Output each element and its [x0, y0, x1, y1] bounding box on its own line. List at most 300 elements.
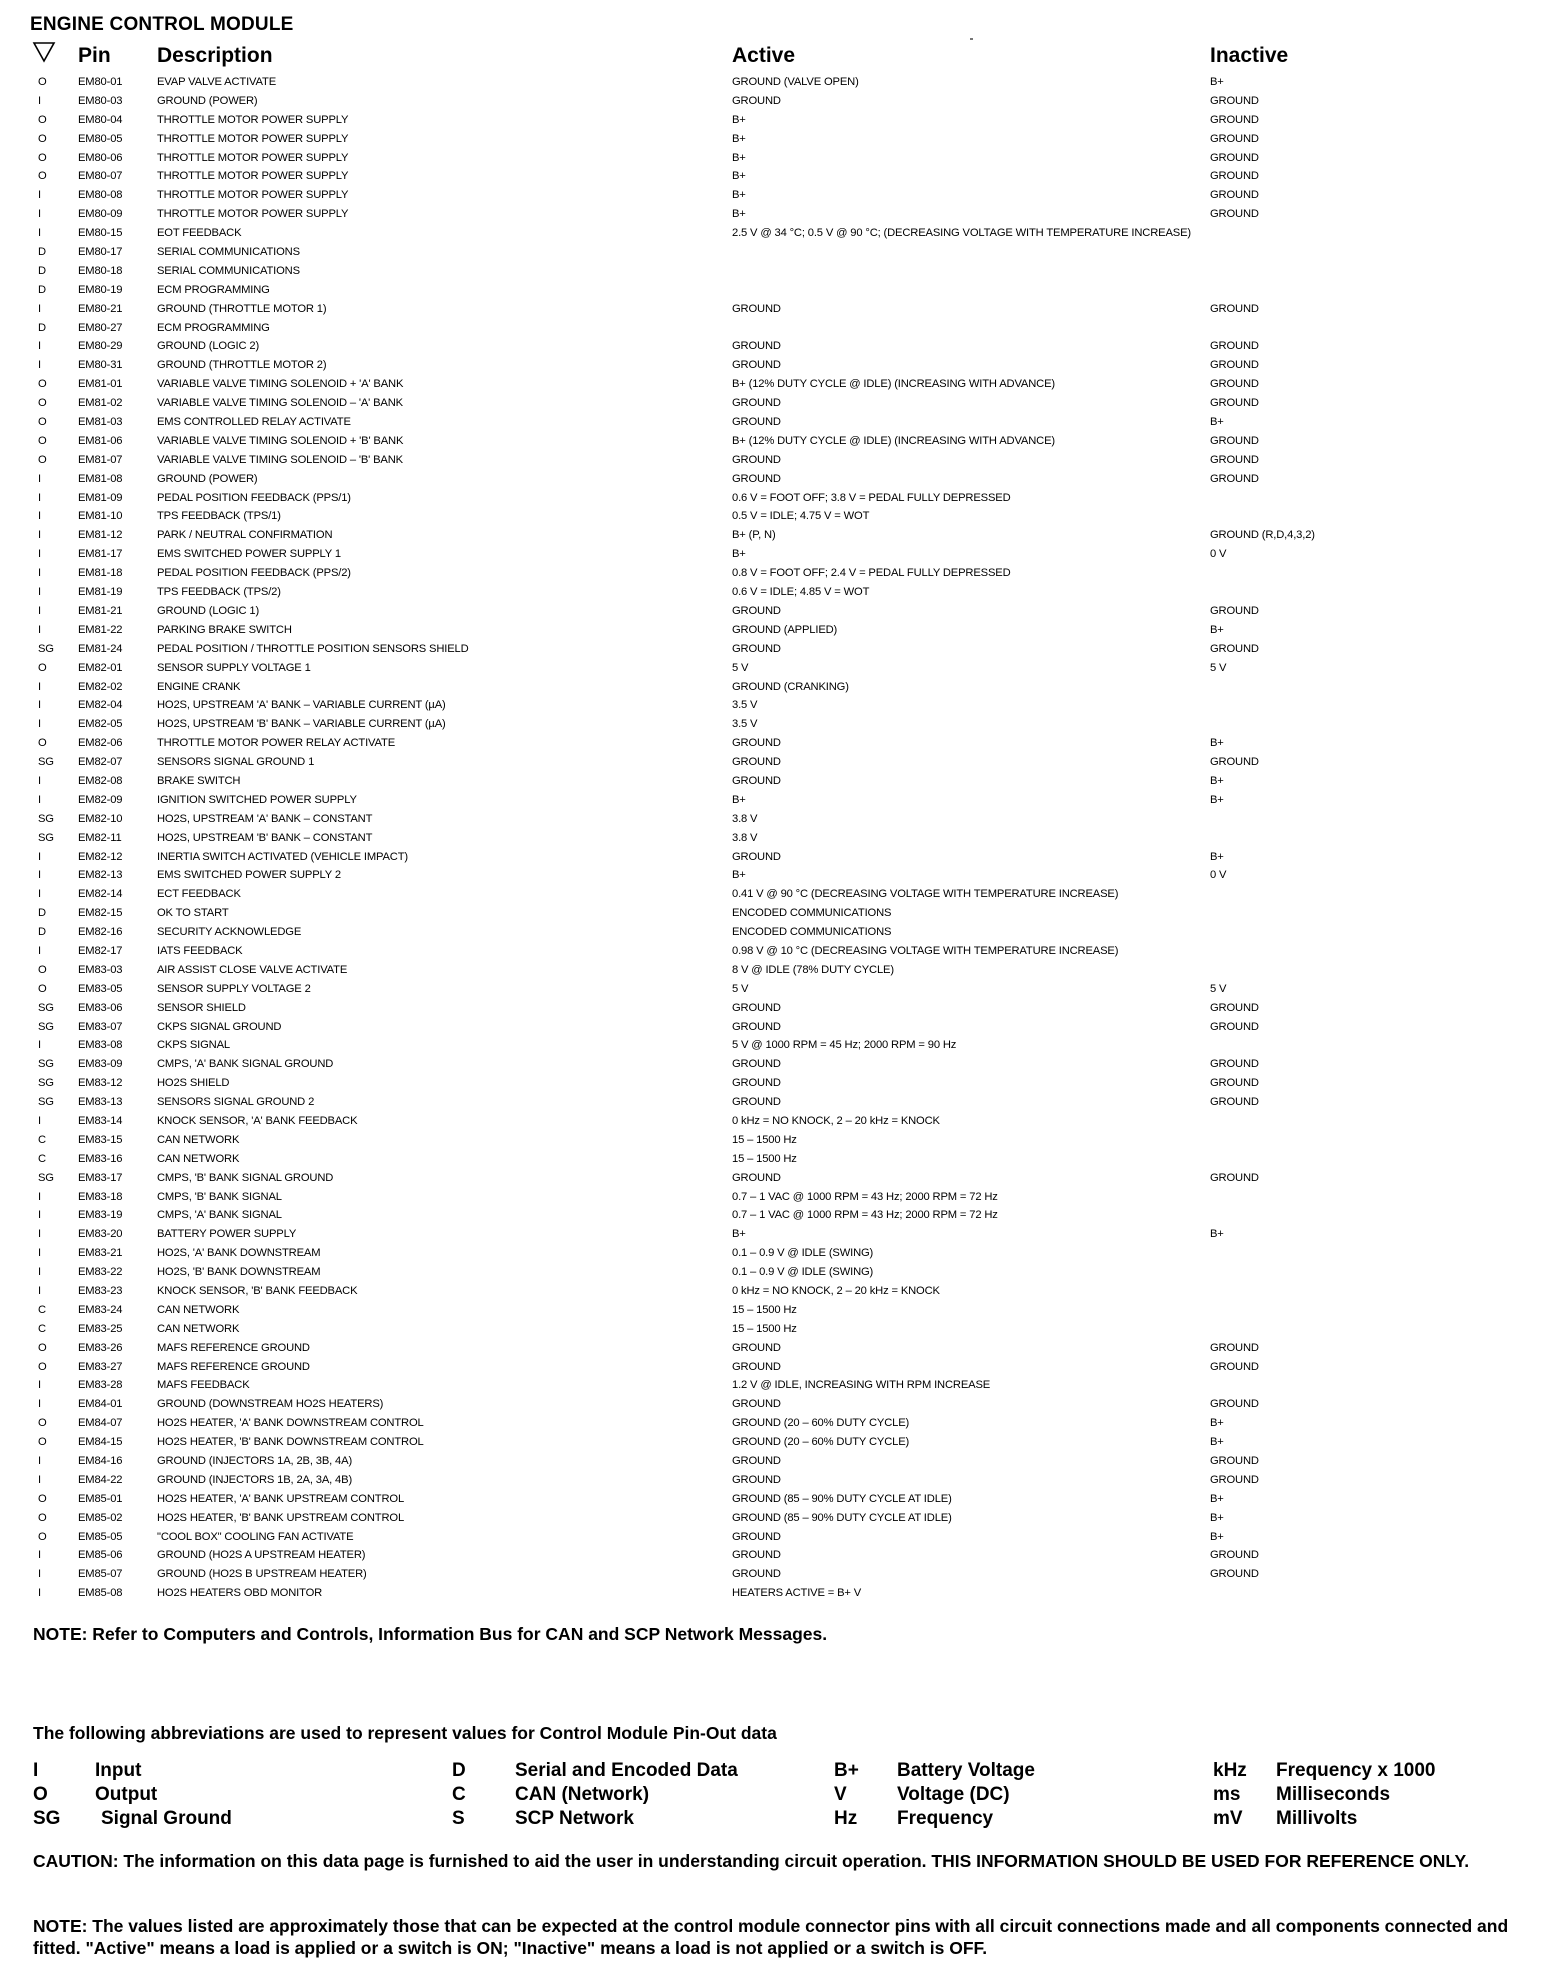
- inactive-value: GROUND: [1210, 397, 1259, 410]
- table-row: [0, 999, 1568, 1018]
- table-row: [0, 640, 1568, 659]
- pin-description: IATS FEEDBACK: [157, 944, 243, 957]
- pin-id: EM83-24: [78, 1303, 123, 1316]
- pin-id: EM81-22: [78, 623, 123, 636]
- table-row: [0, 942, 1568, 961]
- abbreviation-code: B+: [834, 1760, 859, 1781]
- pin-id: EM82-08: [78, 774, 123, 787]
- table-row: [0, 1244, 1568, 1263]
- column-header-inactive: Inactive: [1210, 44, 1289, 67]
- pin-id: EM83-28: [78, 1379, 123, 1392]
- table-row: [0, 1188, 1568, 1207]
- pin-id: EM83-13: [78, 1096, 123, 1109]
- inactive-value: GROUND: [1210, 208, 1259, 221]
- pin-description: CKPS SIGNAL: [157, 1039, 230, 1052]
- scan-speck: [970, 38, 973, 40]
- active-value: B+: [732, 189, 746, 202]
- active-value: GROUND: [732, 1360, 781, 1373]
- pin-description: THROTTLE MOTOR POWER SUPPLY: [157, 170, 349, 183]
- pin-direction: I: [38, 340, 41, 353]
- pin-description: MAFS FEEDBACK: [157, 1379, 250, 1392]
- active-value: 3.5 V: [732, 718, 758, 731]
- table-row: [0, 621, 1568, 640]
- pin-id: EM82-01: [78, 661, 123, 674]
- inactive-value: GROUND: [1210, 1549, 1259, 1562]
- inactive-value: GROUND: [1210, 113, 1259, 126]
- pin-direction: I: [38, 1568, 41, 1581]
- pin-direction: O: [38, 1341, 47, 1354]
- table-row: [0, 1018, 1568, 1037]
- active-value: GROUND (CRANKING): [732, 680, 849, 693]
- inactive-value: GROUND: [1210, 434, 1259, 447]
- pin-description: SENSOR SUPPLY VOLTAGE 2: [157, 982, 311, 995]
- pin-direction: O: [38, 1492, 47, 1505]
- inactive-value: 0 V: [1210, 869, 1227, 882]
- abbreviation-code: Hz: [834, 1808, 858, 1829]
- table-row: [0, 1074, 1568, 1093]
- pin-direction: I: [38, 548, 41, 561]
- pin-id: EM83-25: [78, 1322, 123, 1335]
- pin-direction: O: [38, 1530, 47, 1543]
- active-value: 2.5 V @ 34 °C; 0.5 V @ 90 °C; (DECREASING VOLTAGE WITH TEMPERATURE INCREASE): [732, 227, 1191, 240]
- pin-description: CMPS, 'A' BANK SIGNAL GROUND: [157, 1058, 334, 1071]
- pin-description: SENSORS SIGNAL GROUND 1: [157, 756, 315, 769]
- active-value: GROUND (APPLIED): [732, 623, 838, 636]
- active-value: 5 V: [732, 982, 749, 995]
- active-value: 0 kHz = NO KNOCK, 2 – 20 kHz = KNOCK: [732, 1285, 940, 1297]
- abbreviation-meaning: Millivolts: [1276, 1808, 1358, 1829]
- abbreviation-meaning: Input: [95, 1760, 142, 1781]
- pin-description: KNOCK SENSOR, 'A' BANK FEEDBACK: [157, 1114, 358, 1127]
- table-row: [0, 848, 1568, 867]
- pin-direction: D: [38, 246, 46, 259]
- pin-id: EM81-03: [78, 416, 123, 429]
- abbreviation-code: O: [33, 1784, 48, 1805]
- pin-id: EM81-07: [78, 453, 123, 466]
- pin-description: THROTTLE MOTOR POWER SUPPLY: [157, 132, 349, 145]
- table-row: [0, 451, 1568, 470]
- pin-id: EM82-05: [78, 718, 123, 731]
- active-value: 15 – 1500 Hz: [732, 1152, 797, 1165]
- pin-id: EM81-18: [78, 567, 123, 580]
- pin-id: EM82-09: [78, 793, 123, 806]
- pin-direction: I: [38, 1039, 41, 1052]
- active-value: 0.6 V = IDLE; 4.85 V = WOT: [732, 586, 870, 599]
- pin-direction: SG: [38, 756, 54, 769]
- inactive-value: B+: [1210, 1511, 1224, 1524]
- pin-id: EM81-01: [78, 378, 123, 391]
- pin-id: EM82-10: [78, 812, 123, 825]
- abbreviation-code: ms: [1213, 1784, 1241, 1805]
- table-row: [0, 1301, 1568, 1320]
- table-row: [0, 432, 1568, 451]
- pin-description: EOT FEEDBACK: [157, 227, 242, 240]
- pin-description: CMPS, 'B' BANK SIGNAL: [157, 1190, 282, 1203]
- table-row: [0, 1282, 1568, 1301]
- table-row: [0, 470, 1568, 489]
- pin-direction: I: [38, 699, 41, 712]
- pin-description: HO2S HEATER, 'B' BANK DOWNSTREAM CONTROL: [157, 1436, 424, 1449]
- pin-id: EM81-19: [78, 586, 123, 599]
- pin-id: EM80-05: [78, 132, 123, 145]
- pin-description: HO2S, 'A' BANK DOWNSTREAM: [157, 1247, 321, 1260]
- inactive-value: GROUND: [1210, 151, 1259, 164]
- pin-direction: I: [38, 208, 41, 221]
- pin-id: EM82-07: [78, 756, 123, 769]
- abbreviation-meaning: CAN (Network): [515, 1784, 650, 1805]
- pin-id: EM82-11: [78, 831, 122, 844]
- pin-description: SECURITY ACKNOWLEDGE: [157, 926, 302, 939]
- table-row: [0, 394, 1568, 413]
- table-row: [0, 507, 1568, 526]
- pin-direction: I: [38, 472, 41, 485]
- pin-id: EM84-01: [78, 1398, 123, 1411]
- caution-text: CAUTION: The information on this data page is furnished to aid the user in understanding circuit operation. THIS INFORMATION SHOULD BE USED FOR REFERENCE ONLY.: [33, 1851, 1470, 1871]
- table-row: [0, 1433, 1568, 1452]
- pin-id: EM83-08: [78, 1039, 123, 1052]
- abbreviation-meaning: Milliseconds: [1276, 1784, 1391, 1805]
- pin-description: EMS SWITCHED POWER SUPPLY 1: [157, 548, 341, 561]
- abbreviation-meaning: Signal Ground: [101, 1808, 232, 1829]
- active-value: 3.8 V: [732, 831, 758, 844]
- pin-description: AIR ASSIST CLOSE VALVE ACTIVATE: [157, 963, 348, 976]
- pin-direction: I: [38, 718, 41, 731]
- pin-direction: I: [38, 793, 41, 806]
- table-row: [0, 1169, 1568, 1188]
- table-row: [0, 1150, 1568, 1169]
- table-row: [0, 356, 1568, 375]
- pin-direction: O: [38, 737, 47, 750]
- inactive-value: GROUND: [1210, 189, 1259, 202]
- table-row: [0, 1565, 1568, 1584]
- pin-description: MAFS REFERENCE GROUND: [157, 1360, 310, 1373]
- inactive-value: B+: [1210, 850, 1224, 863]
- table-row: [0, 696, 1568, 715]
- pin-id: EM85-08: [78, 1587, 123, 1600]
- table-row: [0, 1584, 1568, 1603]
- pin-description: VARIABLE VALVE TIMING SOLENOID – 'B' BANK: [157, 453, 403, 466]
- pin-direction: I: [38, 1209, 41, 1222]
- abbreviation-meaning: Output: [95, 1784, 158, 1805]
- pin-id: EM80-08: [78, 189, 123, 202]
- pin-direction: I: [38, 604, 41, 617]
- abbreviation-code: D: [452, 1760, 466, 1781]
- pin-id: EM83-27: [78, 1360, 123, 1373]
- active-value: GROUND (85 – 90% DUTY CYCLE AT IDLE): [732, 1511, 952, 1524]
- active-value: B+: [732, 151, 746, 164]
- pin-direction: SG: [38, 1001, 54, 1014]
- pin-id: EM83-14: [78, 1114, 123, 1127]
- pin-id: EM83-19: [78, 1209, 123, 1222]
- pin-direction: D: [38, 283, 46, 296]
- active-value: 0.98 V @ 10 °C (DECREASING VOLTAGE WITH TEMPERATURE INCREASE): [732, 944, 1119, 957]
- inactive-value: GROUND: [1210, 1473, 1259, 1486]
- pin-id: EM80-04: [78, 113, 123, 126]
- active-value: ENCODED COMMUNICATIONS: [732, 907, 892, 920]
- active-value: GROUND: [732, 359, 781, 372]
- inactive-value: GROUND: [1210, 378, 1259, 391]
- pin-id: EM81-09: [78, 491, 123, 504]
- table-row: [0, 73, 1568, 92]
- pin-id: EM81-21: [78, 604, 123, 617]
- table-row: [0, 1225, 1568, 1244]
- pin-id: EM85-02: [78, 1511, 123, 1524]
- pin-direction: I: [38, 888, 41, 901]
- pin-id: EM81-24: [78, 642, 123, 655]
- table-row: [0, 866, 1568, 885]
- active-value: GROUND: [732, 1398, 781, 1411]
- pin-direction: I: [38, 1379, 41, 1392]
- pin-id: EM83-20: [78, 1228, 123, 1241]
- page-title: ENGINE CONTROL MODULE: [30, 14, 294, 35]
- inactive-value: GROUND: [1210, 1568, 1259, 1581]
- active-value: 15 – 1500 Hz: [732, 1303, 797, 1316]
- pin-direction: I: [38, 567, 41, 580]
- table-row: [0, 923, 1568, 942]
- active-value: 8 V @ IDLE (78% DUTY CYCLE): [732, 963, 894, 976]
- pin-description: HO2S, UPSTREAM 'B' BANK – CONSTANT: [157, 831, 373, 844]
- table-row: [0, 1395, 1568, 1414]
- active-value: 3.8 V: [732, 812, 758, 825]
- pin-description: ENGINE CRANK: [157, 680, 241, 693]
- pin-id: EM82-13: [78, 869, 123, 882]
- pin-direction: I: [38, 623, 41, 636]
- table-row: [0, 734, 1568, 753]
- pin-direction: SG: [38, 1077, 54, 1090]
- pin-description: EMS SWITCHED POWER SUPPLY 2: [157, 869, 341, 882]
- inactive-value: GROUND: [1210, 94, 1259, 107]
- pin-direction: O: [38, 661, 47, 674]
- pin-direction: I: [38, 1247, 41, 1260]
- abbreviation-code: S: [452, 1808, 465, 1829]
- pin-direction: I: [38, 1473, 41, 1486]
- inactive-value: GROUND: [1210, 1341, 1259, 1354]
- active-value: 0.6 V = FOOT OFF; 3.8 V = PEDAL FULLY DEPRESSED: [732, 491, 1011, 504]
- pin-description: HO2S HEATER, 'A' BANK DOWNSTREAM CONTROL: [157, 1417, 424, 1430]
- pin-description: CAN NETWORK: [157, 1152, 240, 1165]
- table-row: [0, 961, 1568, 980]
- pin-id: EM82-04: [78, 699, 123, 712]
- pin-direction: D: [38, 321, 46, 334]
- pin-description: HO2S HEATER, 'B' BANK UPSTREAM CONTROL: [157, 1511, 405, 1524]
- pin-description: HO2S, UPSTREAM 'A' BANK – CONSTANT: [157, 812, 373, 825]
- active-value: GROUND: [732, 1001, 781, 1014]
- network-note: [33, 1624, 827, 1645]
- pin-id: EM83-12: [78, 1077, 123, 1090]
- pin-id: EM83-22: [78, 1266, 123, 1279]
- pin-direction: SG: [38, 812, 54, 825]
- pin-id: EM80-18: [78, 264, 123, 277]
- table-row: [0, 1490, 1568, 1509]
- pin-id: EM83-18: [78, 1190, 123, 1203]
- pin-description: EMS CONTROLLED RELAY ACTIVATE: [157, 416, 351, 429]
- active-value: GROUND: [732, 302, 781, 315]
- pin-direction: I: [38, 510, 41, 523]
- inactive-value: GROUND: [1210, 1096, 1259, 1109]
- pin-id: EM80-06: [78, 151, 123, 164]
- abbreviations-intro: The following abbreviations are used to represent values for Control Module Pin-Out data: [33, 1723, 777, 1743]
- pin-direction: O: [38, 453, 47, 466]
- values-note: NOTE: The values listed are approximately those that can be expected at the control module connector pins with all circuit connections made and all components connected and fitted. "Active" means a load is applied or a switch is ON; "Inactive" means a load is not applied or a switch is OFF.: [33, 1916, 1509, 1958]
- active-value: 5 V: [732, 661, 749, 674]
- inactive-value: GROUND: [1210, 453, 1259, 466]
- pin-id: EM82-02: [78, 680, 123, 693]
- abbreviation-meaning: Battery Voltage: [897, 1760, 1035, 1781]
- inactive-value: GROUND: [1210, 302, 1259, 315]
- pin-description: GROUND (INJECTORS 1B, 2A, 3A, 4B): [157, 1473, 353, 1486]
- pin-description: GROUND (THROTTLE MOTOR 1): [157, 302, 327, 315]
- pin-description: HO2S, UPSTREAM 'A' BANK – VARIABLE CURRENT (µA): [157, 699, 446, 712]
- pin-direction: O: [38, 113, 47, 126]
- pin-id: EM84-07: [78, 1417, 123, 1430]
- network-note-reference: Computers and Controls, Information Bus: [163, 1624, 513, 1644]
- inactive-value: GROUND (R,D,4,3,2): [1210, 529, 1315, 542]
- active-value: GROUND: [732, 737, 781, 750]
- pin-direction: C: [38, 1133, 46, 1146]
- pin-direction: I: [38, 680, 41, 693]
- pin-description: THROTTLE MOTOR POWER SUPPLY: [157, 151, 349, 164]
- pin-description: SERIAL COMMUNICATIONS: [157, 264, 300, 277]
- pin-direction: O: [38, 1436, 47, 1449]
- active-value: B+: [732, 869, 746, 882]
- abbreviation-meaning: Frequency: [897, 1808, 994, 1829]
- pin-direction: I: [38, 774, 41, 787]
- active-value: 0.41 V @ 90 °C (DECREASING VOLTAGE WITH TEMPERATURE INCREASE): [732, 888, 1119, 901]
- table-row: [0, 300, 1568, 319]
- inactive-value: GROUND: [1210, 132, 1259, 145]
- table-row: [0, 1546, 1568, 1565]
- pin-id: EM83-03: [78, 963, 123, 976]
- pin-id: EM80-03: [78, 94, 123, 107]
- pin-direction: I: [38, 850, 41, 863]
- inactive-value: GROUND: [1210, 1001, 1259, 1014]
- table-row: [0, 186, 1568, 205]
- pin-direction: O: [38, 76, 47, 88]
- abbreviation-meaning: Serial and Encoded Data: [515, 1760, 738, 1781]
- active-value: 0.8 V = FOOT OFF; 2.4 V = PEDAL FULLY DEPRESSED: [732, 567, 1011, 580]
- network-note-suffix: for CAN and SCP Network Messages.: [517, 1624, 828, 1644]
- pin-id: EM81-08: [78, 472, 123, 485]
- pin-direction: I: [38, 1285, 41, 1297]
- active-value: GROUND: [732, 416, 781, 429]
- pin-id: EM80-07: [78, 170, 123, 183]
- inactive-value: B+: [1210, 1417, 1224, 1430]
- table-row: [0, 319, 1568, 338]
- active-value: GROUND: [732, 1473, 781, 1486]
- abbreviation-code: I: [33, 1760, 39, 1781]
- table-row: [0, 526, 1568, 545]
- pin-direction: I: [38, 1266, 41, 1279]
- pin-description: SENSORS SIGNAL GROUND 2: [157, 1096, 315, 1109]
- inactive-value: B+: [1210, 76, 1224, 88]
- active-value: 15 – 1500 Hz: [732, 1322, 797, 1335]
- pin-direction: O: [38, 416, 47, 429]
- pin-direction: D: [38, 926, 46, 939]
- pin-description: EVAP VALVE ACTIVATE: [157, 76, 277, 88]
- pin-id: EM81-02: [78, 397, 123, 410]
- table-row: [0, 149, 1568, 168]
- pin-description: PEDAL POSITION FEEDBACK (PPS/1): [157, 491, 351, 504]
- network-note-prefix: NOTE: Refer to: [33, 1624, 159, 1644]
- table-row: [0, 1509, 1568, 1528]
- table-row: [0, 1055, 1568, 1074]
- inactive-value: GROUND: [1210, 340, 1259, 353]
- pin-id: EM81-10: [78, 510, 123, 523]
- pin-direction: I: [38, 491, 41, 504]
- pin-id: EM80-09: [78, 208, 123, 221]
- active-value: B+: [732, 208, 746, 221]
- pin-description: BATTERY POWER SUPPLY: [157, 1228, 297, 1241]
- active-value: 1.2 V @ IDLE, INCREASING WITH RPM INCREASE: [732, 1379, 991, 1392]
- pin-description: GROUND (THROTTLE MOTOR 2): [157, 359, 327, 372]
- abbreviation-code: kHz: [1213, 1760, 1247, 1781]
- pin-direction: SG: [38, 1171, 54, 1184]
- pin-direction: O: [38, 151, 47, 164]
- table-row: [0, 205, 1568, 224]
- pin-direction: O: [38, 434, 47, 447]
- inactive-value: B+: [1210, 737, 1224, 750]
- pin-direction: SG: [38, 1020, 54, 1033]
- pin-id: EM82-06: [78, 737, 123, 750]
- pin-direction: I: [38, 869, 41, 882]
- pin-direction: I: [38, 586, 41, 599]
- table-row: [0, 715, 1568, 734]
- pin-description: CAN NETWORK: [157, 1322, 240, 1335]
- active-value: GROUND: [732, 1530, 781, 1543]
- pin-id: EM83-07: [78, 1020, 123, 1033]
- pin-description: CKPS SIGNAL GROUND: [157, 1020, 282, 1033]
- pin-direction: I: [38, 189, 41, 202]
- table-row: [0, 791, 1568, 810]
- inactive-value: GROUND: [1210, 1058, 1259, 1071]
- pin-description: GROUND (POWER): [157, 472, 258, 485]
- pin-id: EM83-16: [78, 1152, 123, 1165]
- active-value: GROUND (20 – 60% DUTY CYCLE): [732, 1436, 910, 1449]
- active-value: GROUND: [732, 1077, 781, 1090]
- inactive-value: GROUND: [1210, 1020, 1259, 1033]
- pin-direction: D: [38, 907, 46, 920]
- pin-description: SENSOR SHIELD: [157, 1001, 246, 1014]
- pin-direction: I: [38, 1228, 41, 1241]
- table-row: [0, 1112, 1568, 1131]
- active-value: GROUND: [732, 1096, 781, 1109]
- active-value: GROUND: [732, 1455, 781, 1468]
- pin-description: BRAKE SWITCH: [157, 774, 241, 787]
- pin-direction: I: [38, 302, 41, 315]
- pin-description: OK TO START: [157, 907, 229, 920]
- active-value: 0.7 – 1 VAC @ 1000 RPM = 43 Hz; 2000 RPM = 72 Hz: [732, 1190, 998, 1203]
- active-value: GROUND: [732, 642, 781, 655]
- pin-direction: O: [38, 963, 47, 976]
- pin-id: EM83-23: [78, 1285, 123, 1297]
- pin-description: KNOCK SENSOR, 'B' BANK FEEDBACK: [157, 1285, 358, 1297]
- inactive-value: GROUND: [1210, 642, 1259, 655]
- pin-direction: O: [38, 132, 47, 145]
- inactive-value: GROUND: [1210, 170, 1259, 183]
- pin-description: HO2S, 'B' BANK DOWNSTREAM: [157, 1266, 321, 1279]
- table-row: [0, 111, 1568, 130]
- pin-description: CMPS, 'A' BANK SIGNAL: [157, 1209, 282, 1222]
- pin-id: EM85-01: [78, 1492, 123, 1505]
- active-value: B+ (12% DUTY CYCLE @ IDLE) (INCREASING WITH ADVANCE): [732, 434, 1055, 447]
- pin-description: PARKING BRAKE SWITCH: [157, 623, 292, 636]
- active-value: GROUND: [732, 1549, 781, 1562]
- active-value: 0.1 – 0.9 V @ IDLE (SWING): [732, 1266, 874, 1279]
- table-row: [0, 1206, 1568, 1225]
- pin-description: GROUND (LOGIC 2): [157, 340, 260, 353]
- table-row: [0, 489, 1568, 508]
- column-header-pin: Pin: [78, 44, 111, 67]
